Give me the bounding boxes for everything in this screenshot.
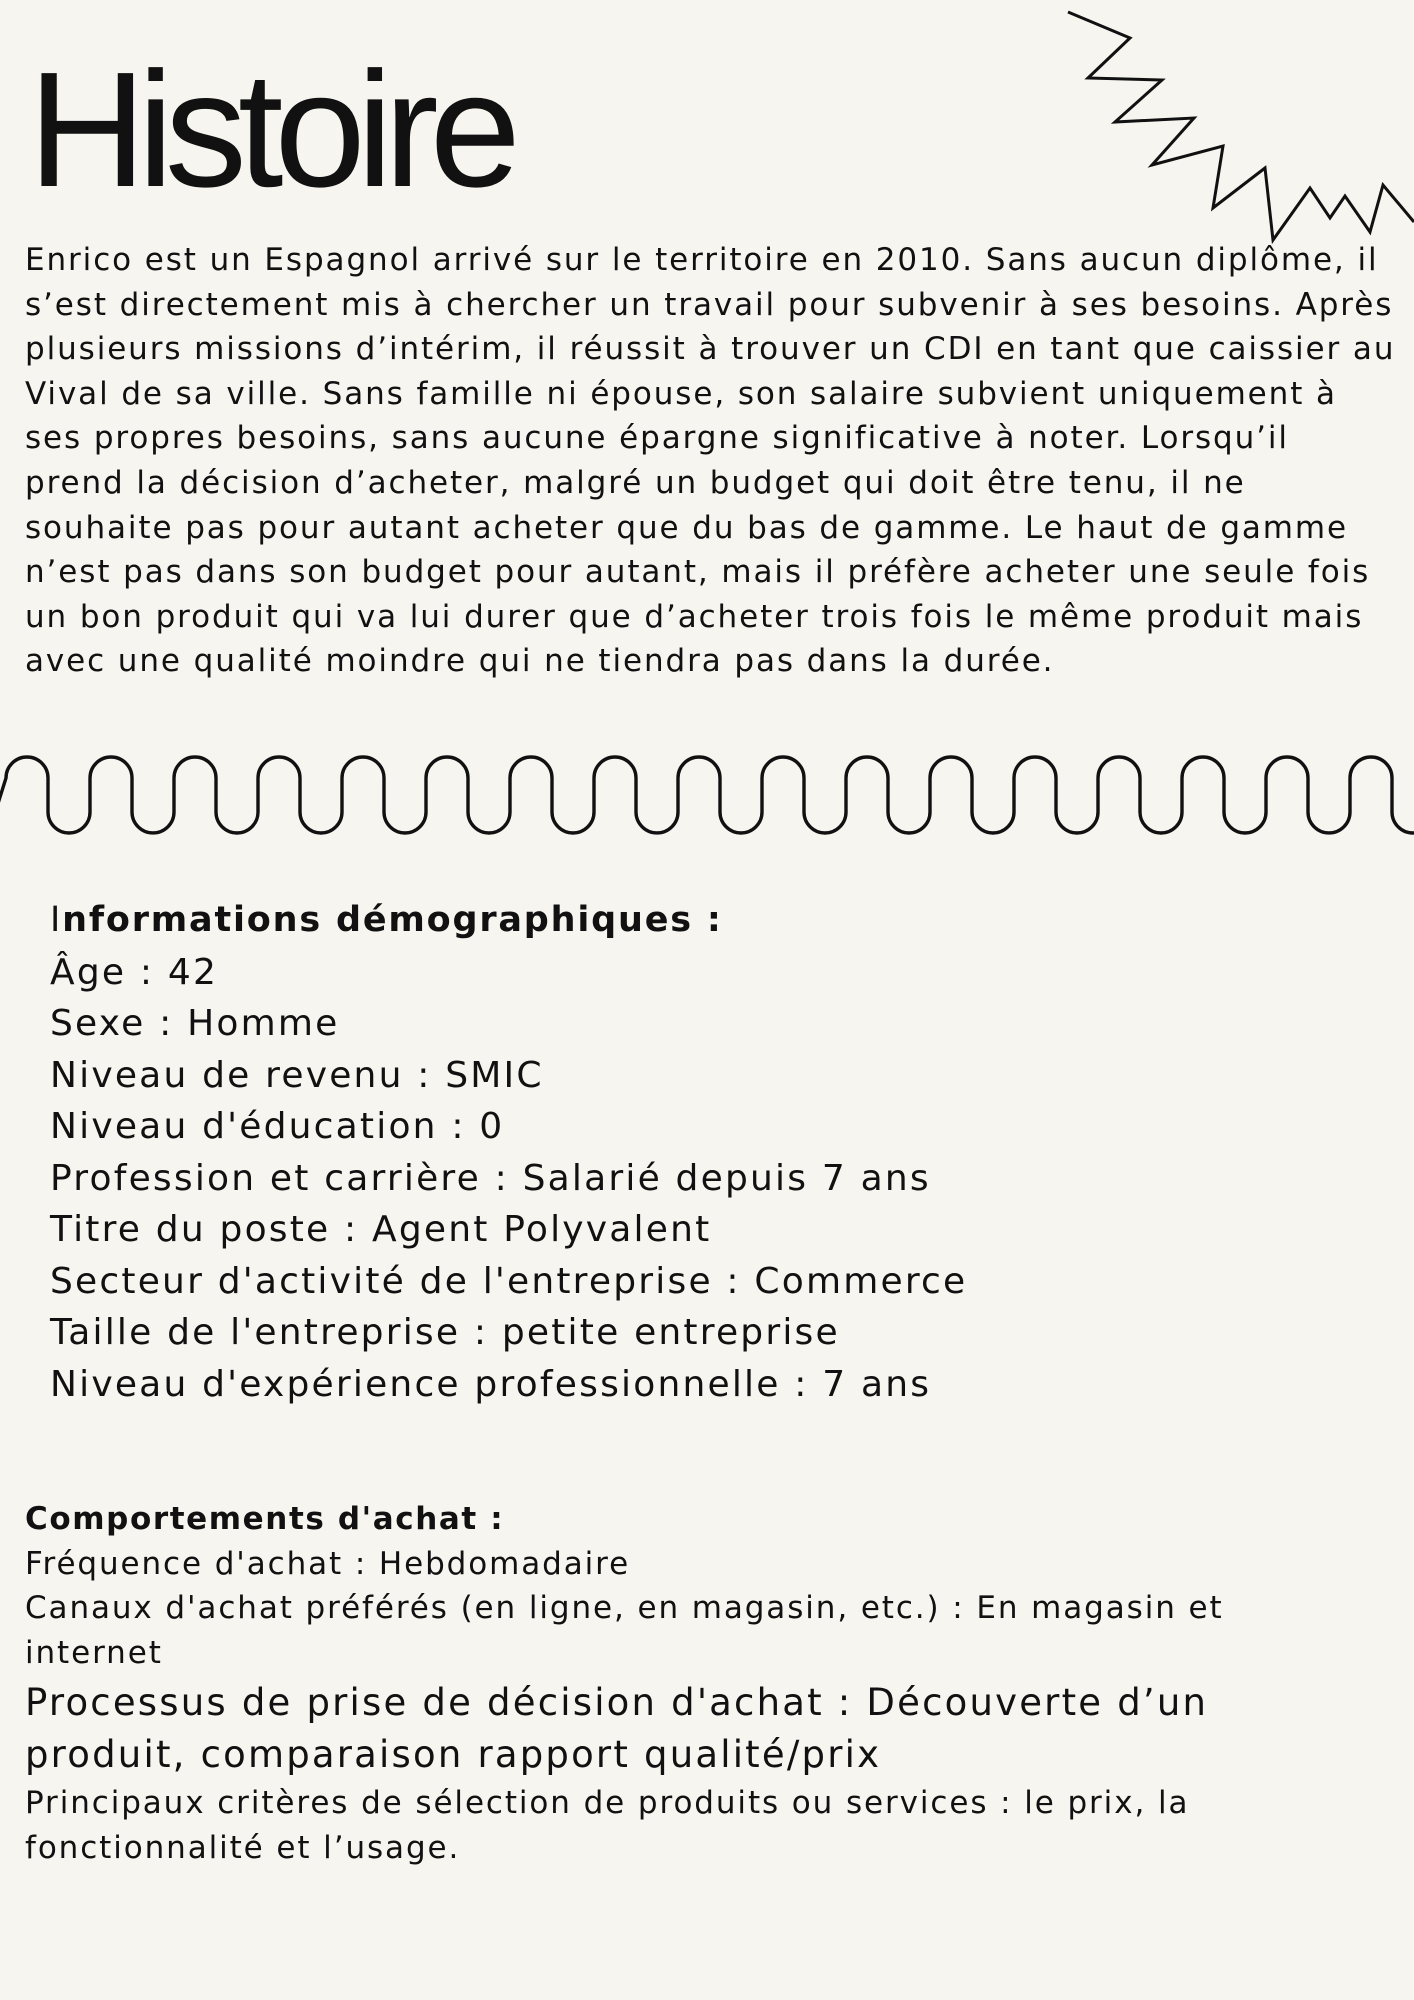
demographics-heading-initial: I xyxy=(50,900,63,940)
demographics-heading xyxy=(50,895,967,947)
demographic-experience: Niveau d'expérience professionnelle : 7 ans xyxy=(50,1363,932,1405)
purchase-process: Processus de prise de décision d'achat : Découverte d’un produit, comparaison rapport qualité/prix xyxy=(25,1681,1209,1776)
purchase-frequency: Fréquence d'achat : Hebdomadaire xyxy=(25,1545,631,1582)
demographic-profession: Profession et carrière : Salarié depuis 7 ans xyxy=(50,1157,931,1199)
demographic-sector: Secteur d'activité de l'entreprise : Commerce xyxy=(50,1260,968,1302)
purchase-channels: Canaux d'achat préférés (en ligne, en magasin, etc.) : En magasin et internet xyxy=(25,1590,1224,1671)
wave-divider xyxy=(0,745,1414,845)
purchase-section xyxy=(25,1497,1365,1870)
purchase-heading: Comportements d'achat : xyxy=(25,1501,505,1537)
demographic-income: Niveau de revenu : SMIC xyxy=(50,1054,544,1096)
story-paragraph: Enrico est un Espagnol arrivé sur le territoire en 2010. Sans aucun diplôme, il s’est directement mis à chercher un travail pour subvenir à ses besoins. Après plusieurs missions d’intérim, il réussit à trouver un CDI en tant que caissier au Vival de sa ville. Sans famille ni épouse, son salaire subvient uniquement à ses propres besoins, sans aucune épargne significative à noter. Lorsqu’il prend la décision d’acheter, malgré un budget qui doit être tenu, il ne souhaite pas pour autant acheter que du bas de gamme. Le haut de gamme n’est pas dans son budget pour autant, mais il préfère acheter une seule fois un bon produit qui va lui durer que d’acheter trois fois le même produit mais avec une qualité moindre qui ne tiendra pas dans la durée. xyxy=(25,242,1396,680)
demographics-heading-rest: nformations démographiques : xyxy=(62,900,723,940)
purchase-criteria: Principaux critères de sélection de produits ou services : le prix, la fonctionnalité et l’usage. xyxy=(25,1785,1190,1866)
demographic-job-title: Titre du poste : Agent Polyvalent xyxy=(50,1209,712,1250)
demographic-education: Niveau d'éducation : 0 xyxy=(50,1106,505,1147)
page-title: Histoire xyxy=(28,38,512,221)
demographic-sex: Sexe : Homme xyxy=(50,1003,340,1044)
demographics-section xyxy=(50,895,967,1410)
zigzag-decoration xyxy=(1060,0,1414,245)
demographic-age: Âge : 42 xyxy=(50,951,219,993)
demographic-company-size: Taille de l'entreprise : petite entreprise xyxy=(50,1312,840,1353)
